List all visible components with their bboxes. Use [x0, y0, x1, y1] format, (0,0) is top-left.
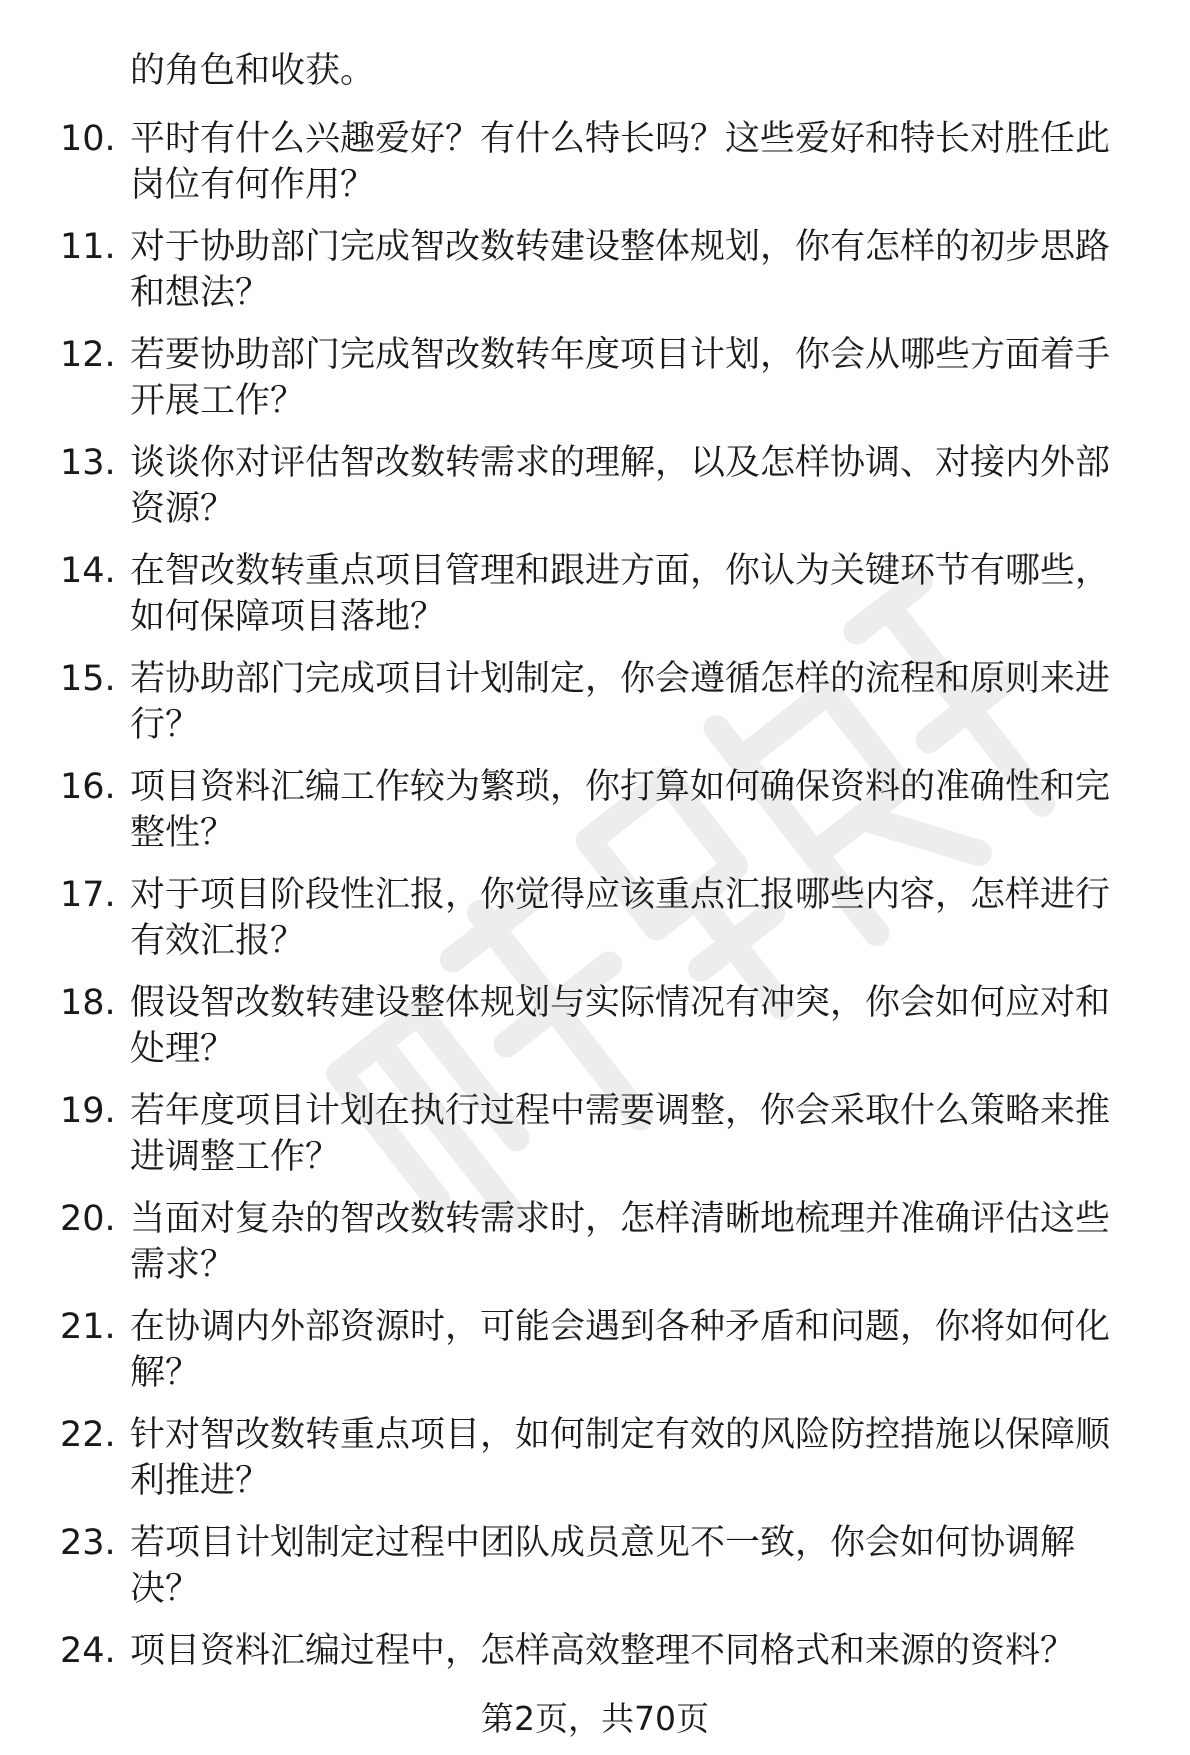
question-text-line: 项目资料汇编过程中，怎样高效整理不同格式和来源的资料？	[130, 1631, 1076, 1671]
list-item	[0, 548, 1190, 656]
list-item	[0, 1520, 1190, 1628]
question-number: 11.	[60, 227, 116, 267]
question-text-line: 针对智改数转重点项目，如何制定有效的风险防控措施以保障顺	[130, 1415, 1111, 1455]
list-item	[0, 1304, 1190, 1412]
question-number: 23.	[60, 1523, 116, 1563]
question-text-line: 谈谈你对评估智改数转需求的理解，以及怎样协调、对接内外部	[130, 443, 1111, 483]
question-text-line: 在协调内外部资源时，可能会遇到各种矛盾和问题，你将如何化	[130, 1307, 1111, 1347]
question-text-line: 对于协助部门完成智改数转建设整体规划，你有怎样的初步思路	[130, 227, 1111, 267]
question-text-line: 处理？	[130, 1029, 236, 1069]
question-text	[130, 980, 1160, 1072]
question-text	[130, 1196, 1160, 1288]
question-text-line: 进调整工作？	[130, 1137, 341, 1177]
question-number: 12.	[60, 335, 116, 375]
question-text-line: 当面对复杂的智改数转需求时，怎样清晰地梳理并准确评估这些	[130, 1199, 1111, 1239]
question-text-line: 若协助部门完成项目计划制定，你会遵循怎样的流程和原则来进	[130, 659, 1111, 699]
question-text	[130, 1520, 1160, 1612]
question-text	[130, 656, 1160, 748]
question-text	[130, 1412, 1160, 1504]
question-text-line: 项目资料汇编工作较为繁琐，你打算如何确保资料的准确性和完	[130, 767, 1111, 807]
question-text-line: 利推进？	[130, 1461, 271, 1501]
question-number: 24.	[60, 1631, 116, 1671]
question-text-line: 假设智改数转建设整体规划与实际情况有冲突，你会如何应对和	[130, 983, 1111, 1023]
list-item	[0, 656, 1190, 764]
question-number: 14.	[60, 551, 116, 591]
question-number: 15.	[60, 659, 116, 699]
question-text-line: 对于项目阶段性汇报，你觉得应该重点汇报哪些内容，怎样进行	[130, 875, 1111, 915]
question-text	[130, 872, 1160, 964]
continuation-text: 的角色和收获。	[130, 51, 376, 91]
question-number: 19.	[60, 1091, 116, 1131]
question-text	[130, 1628, 1160, 1674]
question-text	[130, 116, 1160, 208]
question-text-line: 若要协助部门完成智改数转年度项目计划，你会从哪些方面着手	[130, 335, 1111, 375]
question-text	[130, 1088, 1160, 1180]
question-text-line: 需求？	[130, 1245, 236, 1285]
list-item	[0, 440, 1190, 548]
question-number: 18.	[60, 983, 116, 1023]
question-text-line: 有效汇报？	[130, 921, 306, 961]
question-text-line: 若年度项目计划在执行过程中需要调整，你会采取什么策略来推	[130, 1091, 1111, 1131]
question-number: 22.	[60, 1415, 116, 1455]
question-text-line: 若项目计划制定过程中团队成员意见不一致，你会如何协调解	[130, 1523, 1076, 1563]
question-list	[0, 116, 1190, 1736]
list-item	[0, 872, 1190, 980]
list-item	[0, 1088, 1190, 1196]
question-text-line: 岗位有何作用？	[130, 165, 376, 205]
question-text-line: 和想法？	[130, 273, 271, 313]
question-text-line: 解？	[130, 1353, 201, 1393]
question-text	[130, 440, 1160, 532]
question-text	[130, 1304, 1160, 1396]
question-text	[130, 764, 1160, 856]
question-text-line: 行？	[130, 705, 201, 745]
list-item	[0, 980, 1190, 1088]
list-item	[0, 764, 1190, 872]
question-text-line: 如何保障项目落地？	[130, 597, 446, 637]
list-item	[0, 1412, 1190, 1520]
question-number: 13.	[60, 443, 116, 483]
question-text-line: 开展工作？	[130, 381, 306, 421]
question-text-line: 决？	[130, 1569, 201, 1609]
question-number: 21.	[60, 1307, 116, 1347]
question-text	[130, 224, 1160, 316]
question-number: 20.	[60, 1199, 116, 1239]
page-footer: 第2页，共70页	[481, 1699, 709, 1738]
question-text-line: 平时有什么兴趣爱好？有什么特长吗？这些爱好和特长对胜任此	[130, 119, 1111, 159]
list-item	[0, 224, 1190, 332]
list-item	[0, 332, 1190, 440]
question-number: 17.	[60, 875, 116, 915]
question-text-line: 在智改数转重点项目管理和跟进方面，你认为关键环节有哪些，	[130, 551, 1111, 591]
question-text-line: 整性？	[130, 813, 236, 853]
question-text-line: 资源？	[130, 489, 236, 529]
question-number: 16.	[60, 767, 116, 807]
question-text	[130, 548, 1160, 640]
list-item	[0, 116, 1190, 224]
list-item	[0, 1196, 1190, 1304]
question-text	[130, 332, 1160, 424]
question-number: 10.	[60, 119, 116, 159]
